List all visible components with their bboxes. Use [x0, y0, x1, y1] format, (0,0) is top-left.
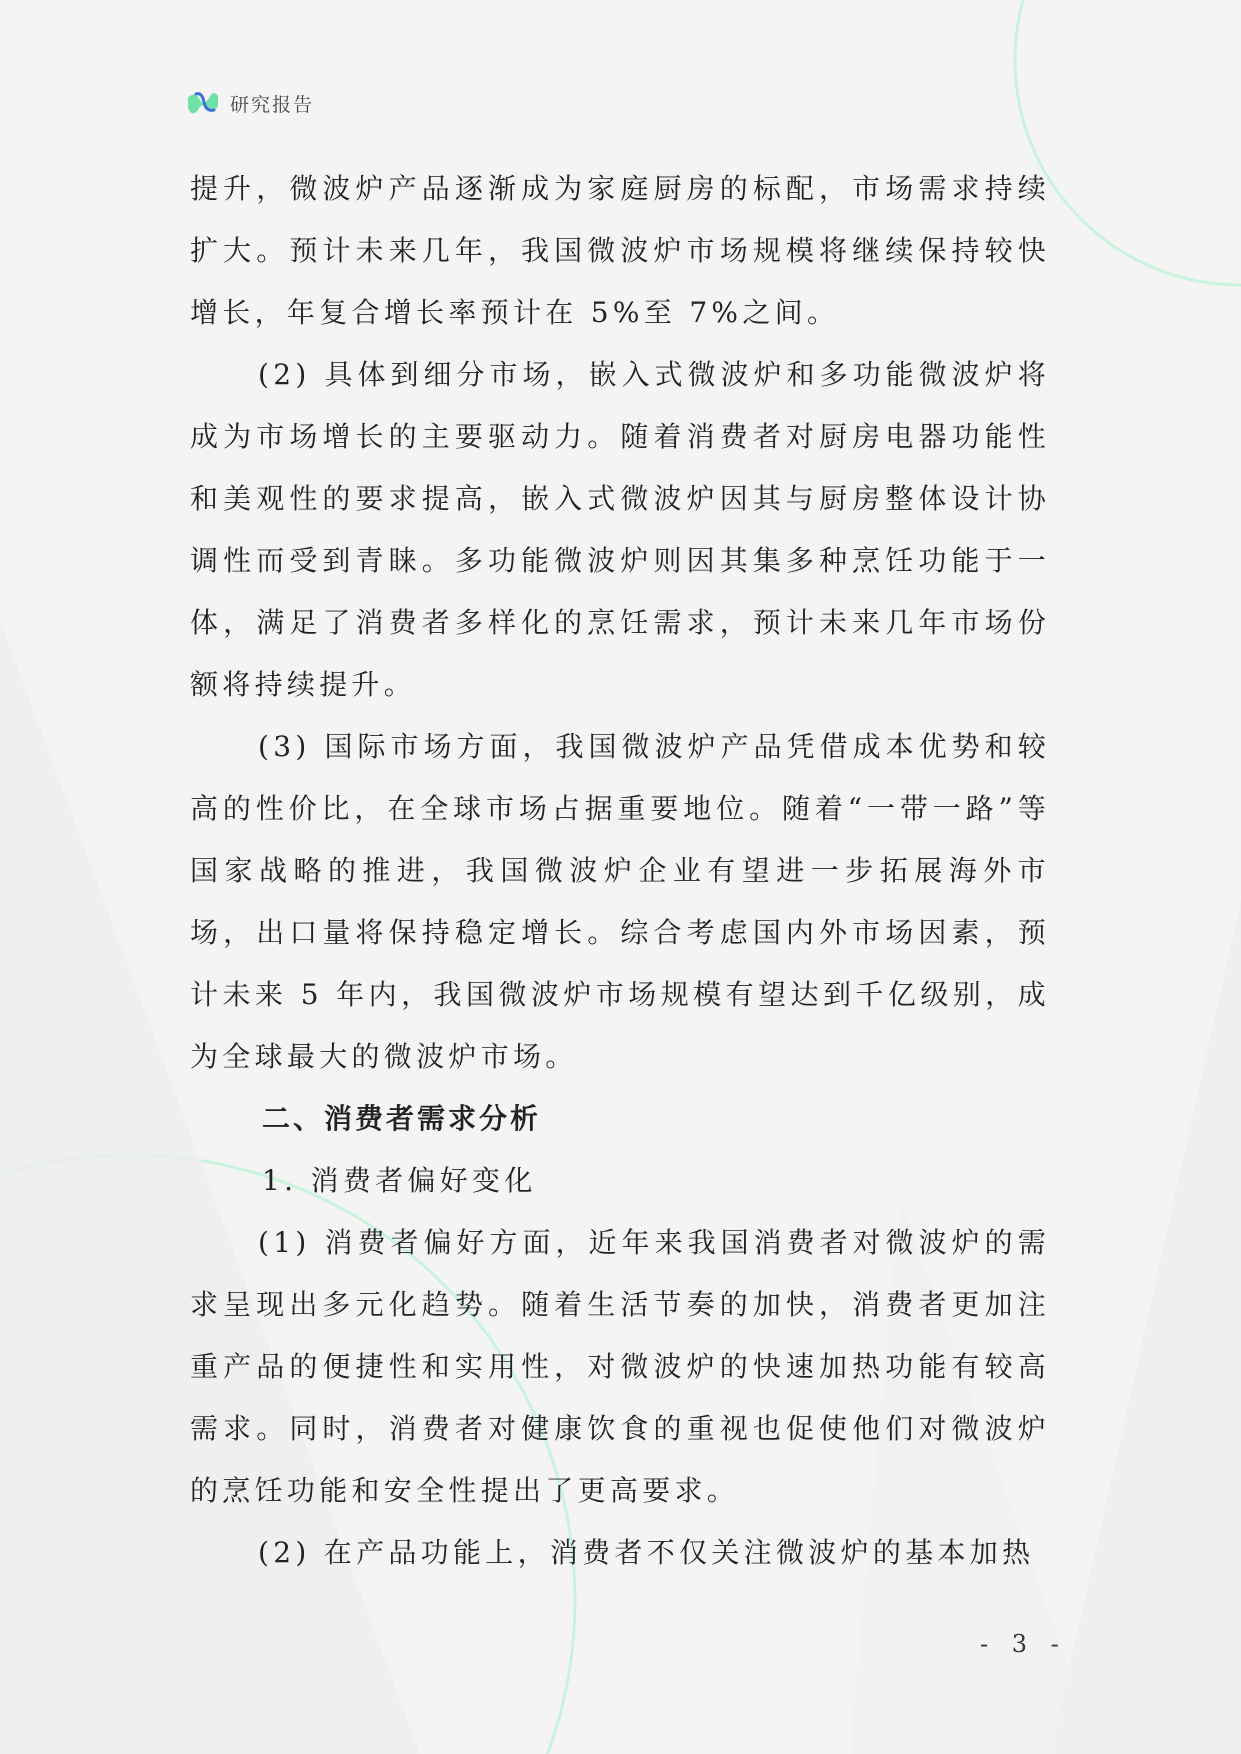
paragraph-continuation: 提升，微波炉产品逐渐成为家庭厨房的标配，市场需求持续扩大。预计未来几年，我国微波炉市场规模将继续保持较快增长，年复合增长率预计在 5%至 7%之间。	[190, 172, 1050, 329]
brand-logo-icon	[186, 88, 220, 118]
page-number: - 3 -	[980, 1630, 1067, 1658]
section-heading: 二、消费者需求分析	[262, 1102, 542, 1135]
document-body	[190, 158, 1050, 1584]
paragraph-international-market: (3) 国际市场方面，我国微波炉产品凭借成本优势和较高的性价比，在全球市场占据重要地位。随着“一带一路”等国家战略的推进，我国微波炉企业有望进一步拓展海外市场，出口量将保持稳定增长。综合考虑国内外市场因素，预计未来 5 年内，我国微波炉市场规模有望达到千亿级别，成为全球最大的微波炉市场。	[190, 730, 1050, 1073]
paragraph-segment-markets: (2) 具体到细分市场，嵌入式微波炉和多功能微波炉将成为市场增长的主要驱动力。随着消费者对厨房电器功能性和美观性的要求提高，嵌入式微波炉因其与厨房整体设计协调性而受到青睐。多功能微波炉则因其集多种烹饪功能于一体，满足了消费者多样化的烹饪需求，预计未来几年市场份额将持续提升。	[190, 358, 1050, 701]
paragraph-consumer-preference: (1) 消费者偏好方面，近年来我国消费者对微波炉的需求呈现出多元化趋势。随着生活节奏的加快，消费者更加注重产品的便捷性和实用性，对微波炉的快速加热功能有较高需求。同时，消费者对健康饮食的重视也促使他们对微波炉的烹饪功能和安全性提出了更高要求。	[190, 1226, 1050, 1507]
report-header	[186, 88, 314, 118]
paragraph-product-function: (2) 在产品功能上，消费者不仅关注微波炉的基本加热	[258, 1536, 1035, 1569]
subsection-heading: 1. 消费者偏好变化	[262, 1164, 537, 1197]
header-label: 研究报告	[230, 93, 315, 116]
